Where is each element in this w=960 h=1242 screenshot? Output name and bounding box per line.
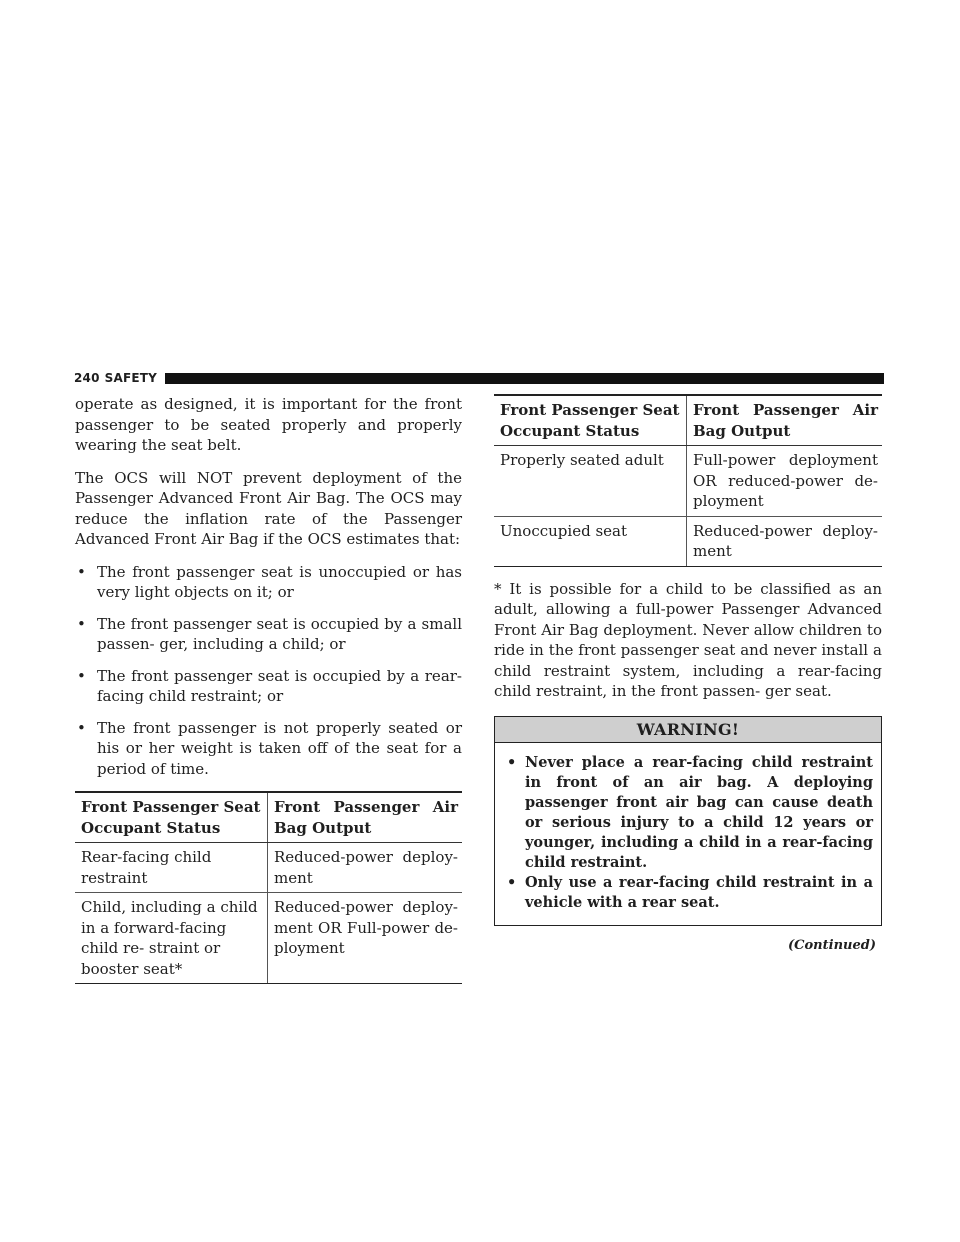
- table-row: [494, 446, 882, 517]
- air-bag-output-table-2: [494, 394, 882, 567]
- intro-paragraph: operate as designed, it is important for the front passenger to be seated properly and properly wearing the seat belt.: [75, 395, 462, 454]
- ocs-conditions-list: [75, 562, 462, 780]
- column-header: Front Passenger Air Bag Output: [687, 395, 883, 446]
- table-header-row: [75, 792, 462, 843]
- table-row: [494, 516, 882, 566]
- section-title: SAFETY: [104, 371, 158, 385]
- right-column: [494, 394, 882, 953]
- footnote-paragraph: * It is possible for a child to be classified as an adult, allowing a full-power Passenger Advanced Front Air Bag deployment. Never allow children to ride in the front passenger seat and never install a child restraint system, including a rear-facing child restraint, in the front passen- ger seat.: [494, 579, 882, 700]
- header-rule: [165, 373, 884, 384]
- column-header: Front Passenger Seat Occupant Status: [75, 792, 268, 843]
- table-row: [75, 843, 462, 893]
- table-cell: Unoccupied seat: [494, 516, 687, 566]
- table-header-row: [494, 395, 882, 446]
- table-cell: Reduced-power deploy- ment: [687, 516, 883, 566]
- air-bag-output-table-1: [75, 791, 462, 984]
- table-cell: Reduced-power deploy- ment: [268, 843, 463, 893]
- warning-box: [494, 716, 882, 926]
- left-column: [75, 394, 462, 984]
- list-item: • The front passenger seat is unoccupied or has very light objects on it; or: [77, 562, 462, 601]
- page-number: 240: [74, 371, 100, 385]
- column-header: Front Passenger Seat Occupant Status: [494, 395, 687, 446]
- table-cell: Full-power deployment OR reduced-power de- ployment: [687, 446, 883, 517]
- table-cell: Child, including a child in a forward-facing child re- straint or booster seat*: [75, 893, 268, 984]
- column-header: Front Passenger Air Bag Output: [268, 792, 463, 843]
- list-item: • The front passenger seat is occupied by a rear-facing child restraint; or: [77, 666, 462, 705]
- bullet-icon: •: [77, 614, 86, 633]
- table-cell: Rear-facing child restraint: [75, 843, 268, 893]
- page-header: [74, 371, 884, 385]
- ocs-paragraph: The OCS will NOT prevent deployment of the Passenger Advanced Front Air Bag. The OCS may reduce the inflation rate of the Passenger Advanced Front Air Bag if the OCS estimates that:: [75, 468, 462, 548]
- warning-list: [495, 743, 881, 925]
- table-cell: Reduced-power deploy- ment OR Full-power de- ployment: [268, 893, 463, 984]
- list-item: • Never place a rear-facing child restraint in front of an air bag. A deploying passenger front air bag can cause death or serious injury to a child 12 years or younger, including a child in a rear-facing child restraint.: [507, 753, 873, 871]
- warning-title: WARNING!: [495, 717, 881, 743]
- bullet-icon: •: [507, 873, 517, 891]
- bullet-icon: •: [77, 666, 86, 685]
- bullet-icon: •: [77, 718, 86, 737]
- table-cell: Properly seated adult: [494, 446, 687, 517]
- continued-note: (Continued): [788, 937, 876, 953]
- list-item: • Only use a rear-facing child restraint in a vehicle with a rear seat.: [507, 873, 873, 911]
- table-row: [75, 893, 462, 984]
- list-item: • The front passenger seat is occupied by a small passen- ger, including a child; or: [77, 614, 462, 653]
- bullet-icon: •: [77, 562, 86, 581]
- bullet-icon: •: [507, 753, 517, 771]
- list-item: • The front passenger is not properly seated or his or her weight is taken off of the seat for a period of time.: [77, 718, 462, 778]
